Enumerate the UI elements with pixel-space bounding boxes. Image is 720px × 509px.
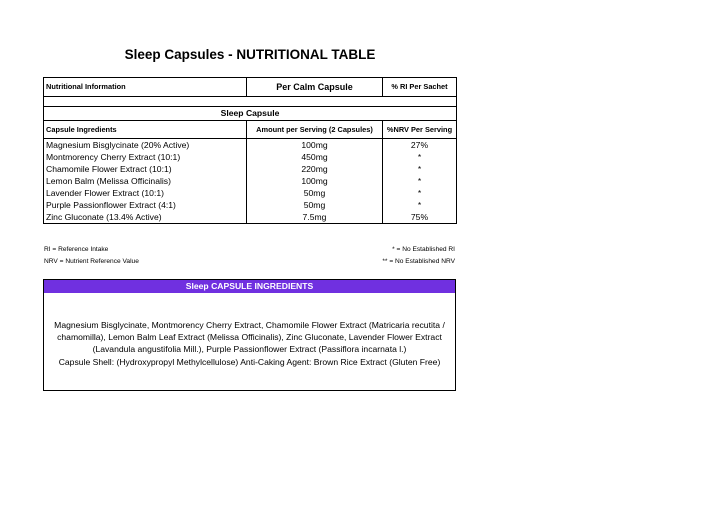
header-ri-per-sachet: % RI Per Sachet [383,78,457,97]
ingredient-name: Lavender Flower Extract (10:1) [44,187,247,199]
ingredient-nrv: * [383,163,457,175]
ingredient-name: Magnesium Bisglycinate (20% Active) [44,139,247,152]
section-title: Sleep Capsule [44,107,457,121]
table-row [44,199,457,211]
section-title-row [44,107,457,121]
table-row [44,175,457,187]
ingredients-box [43,279,456,391]
ingredient-amount: 7.5mg [247,211,383,224]
ingredient-nrv: 75% [383,211,457,224]
ingredient-amount: 50mg [247,187,383,199]
header-nutritional-information: Nutritional Information [44,78,247,97]
note-nutrient-reference-value: NRV = Nutrient Reference Value [44,258,139,265]
note-no-established-ri: * = No Established RI [392,246,455,253]
table-row [44,187,457,199]
ingredients-header: Sleep CAPSULE INGREDIENTS [44,280,455,293]
ingredient-nrv: * [383,151,457,163]
ingredient-nrv: 27% [383,139,457,152]
column-header-nrv: %NRV Per Serving [383,121,457,139]
note-no-established-nrv: ** = No Established NRV [382,258,455,265]
ingredients-line: Magnesium Bisglycinate, Montmorency Cherry Extract, Chamomile Flower Extract (Matricaria recutita / [54,320,445,330]
ingredient-nrv: * [383,199,457,211]
table-row [44,163,457,175]
table-row [44,211,457,224]
note-reference-intake: RI = Reference Intake [44,246,109,253]
ingredient-name: Lemon Balm (Melissa Officinalis) [44,175,247,187]
column-header-row [44,121,457,139]
ingredients-text [48,319,451,368]
ingredient-amount: 220mg [247,163,383,175]
nutritional-table [43,77,457,224]
ingredient-amount: 100mg [247,139,383,152]
table-row [44,139,457,152]
ingredients-line: chamomilla), Lemon Balm Leaf Extract (Melissa Officinalis), Zinc Gluconate, Lavender Flower Extract [57,332,442,343]
column-header-amount: Amount per Serving (2 Capsules) [247,121,383,139]
header-per-capsule: Per Calm Capsule [247,78,383,97]
ingredient-name: Montmorency Cherry Extract (10:1) [44,151,247,163]
ingredients-line: Capsule Shell: (Hydroxypropyl Methylcellulose) Anti-Caking Agent: Brown Rice Extract (Gluten Free) [58,356,441,367]
column-header-ingredients: Capsule Ingredients [44,121,247,139]
ingredients-line: (Lavandula angustifolia Mill.), Purple Passionflower Extract (Passiflora incarnata l.) [92,344,407,355]
ingredient-nrv: * [383,187,457,199]
table-spacer-row [44,97,457,107]
table-row [44,151,457,163]
page-title: Sleep Capsules - NUTRITIONAL TABLE [124,47,376,62]
ingredient-amount: 50mg [247,199,383,211]
ingredient-amount: 100mg [247,175,383,187]
ingredient-name: Purple Passionflower Extract (4:1) [44,199,247,211]
ingredient-name: Chamomile Flower Extract (10:1) [44,163,247,175]
ingredient-nrv: * [383,175,457,187]
table-header-row [44,78,457,97]
ingredient-name: Zinc Gluconate (13.4% Active) [44,211,247,224]
ingredient-amount: 450mg [247,151,383,163]
